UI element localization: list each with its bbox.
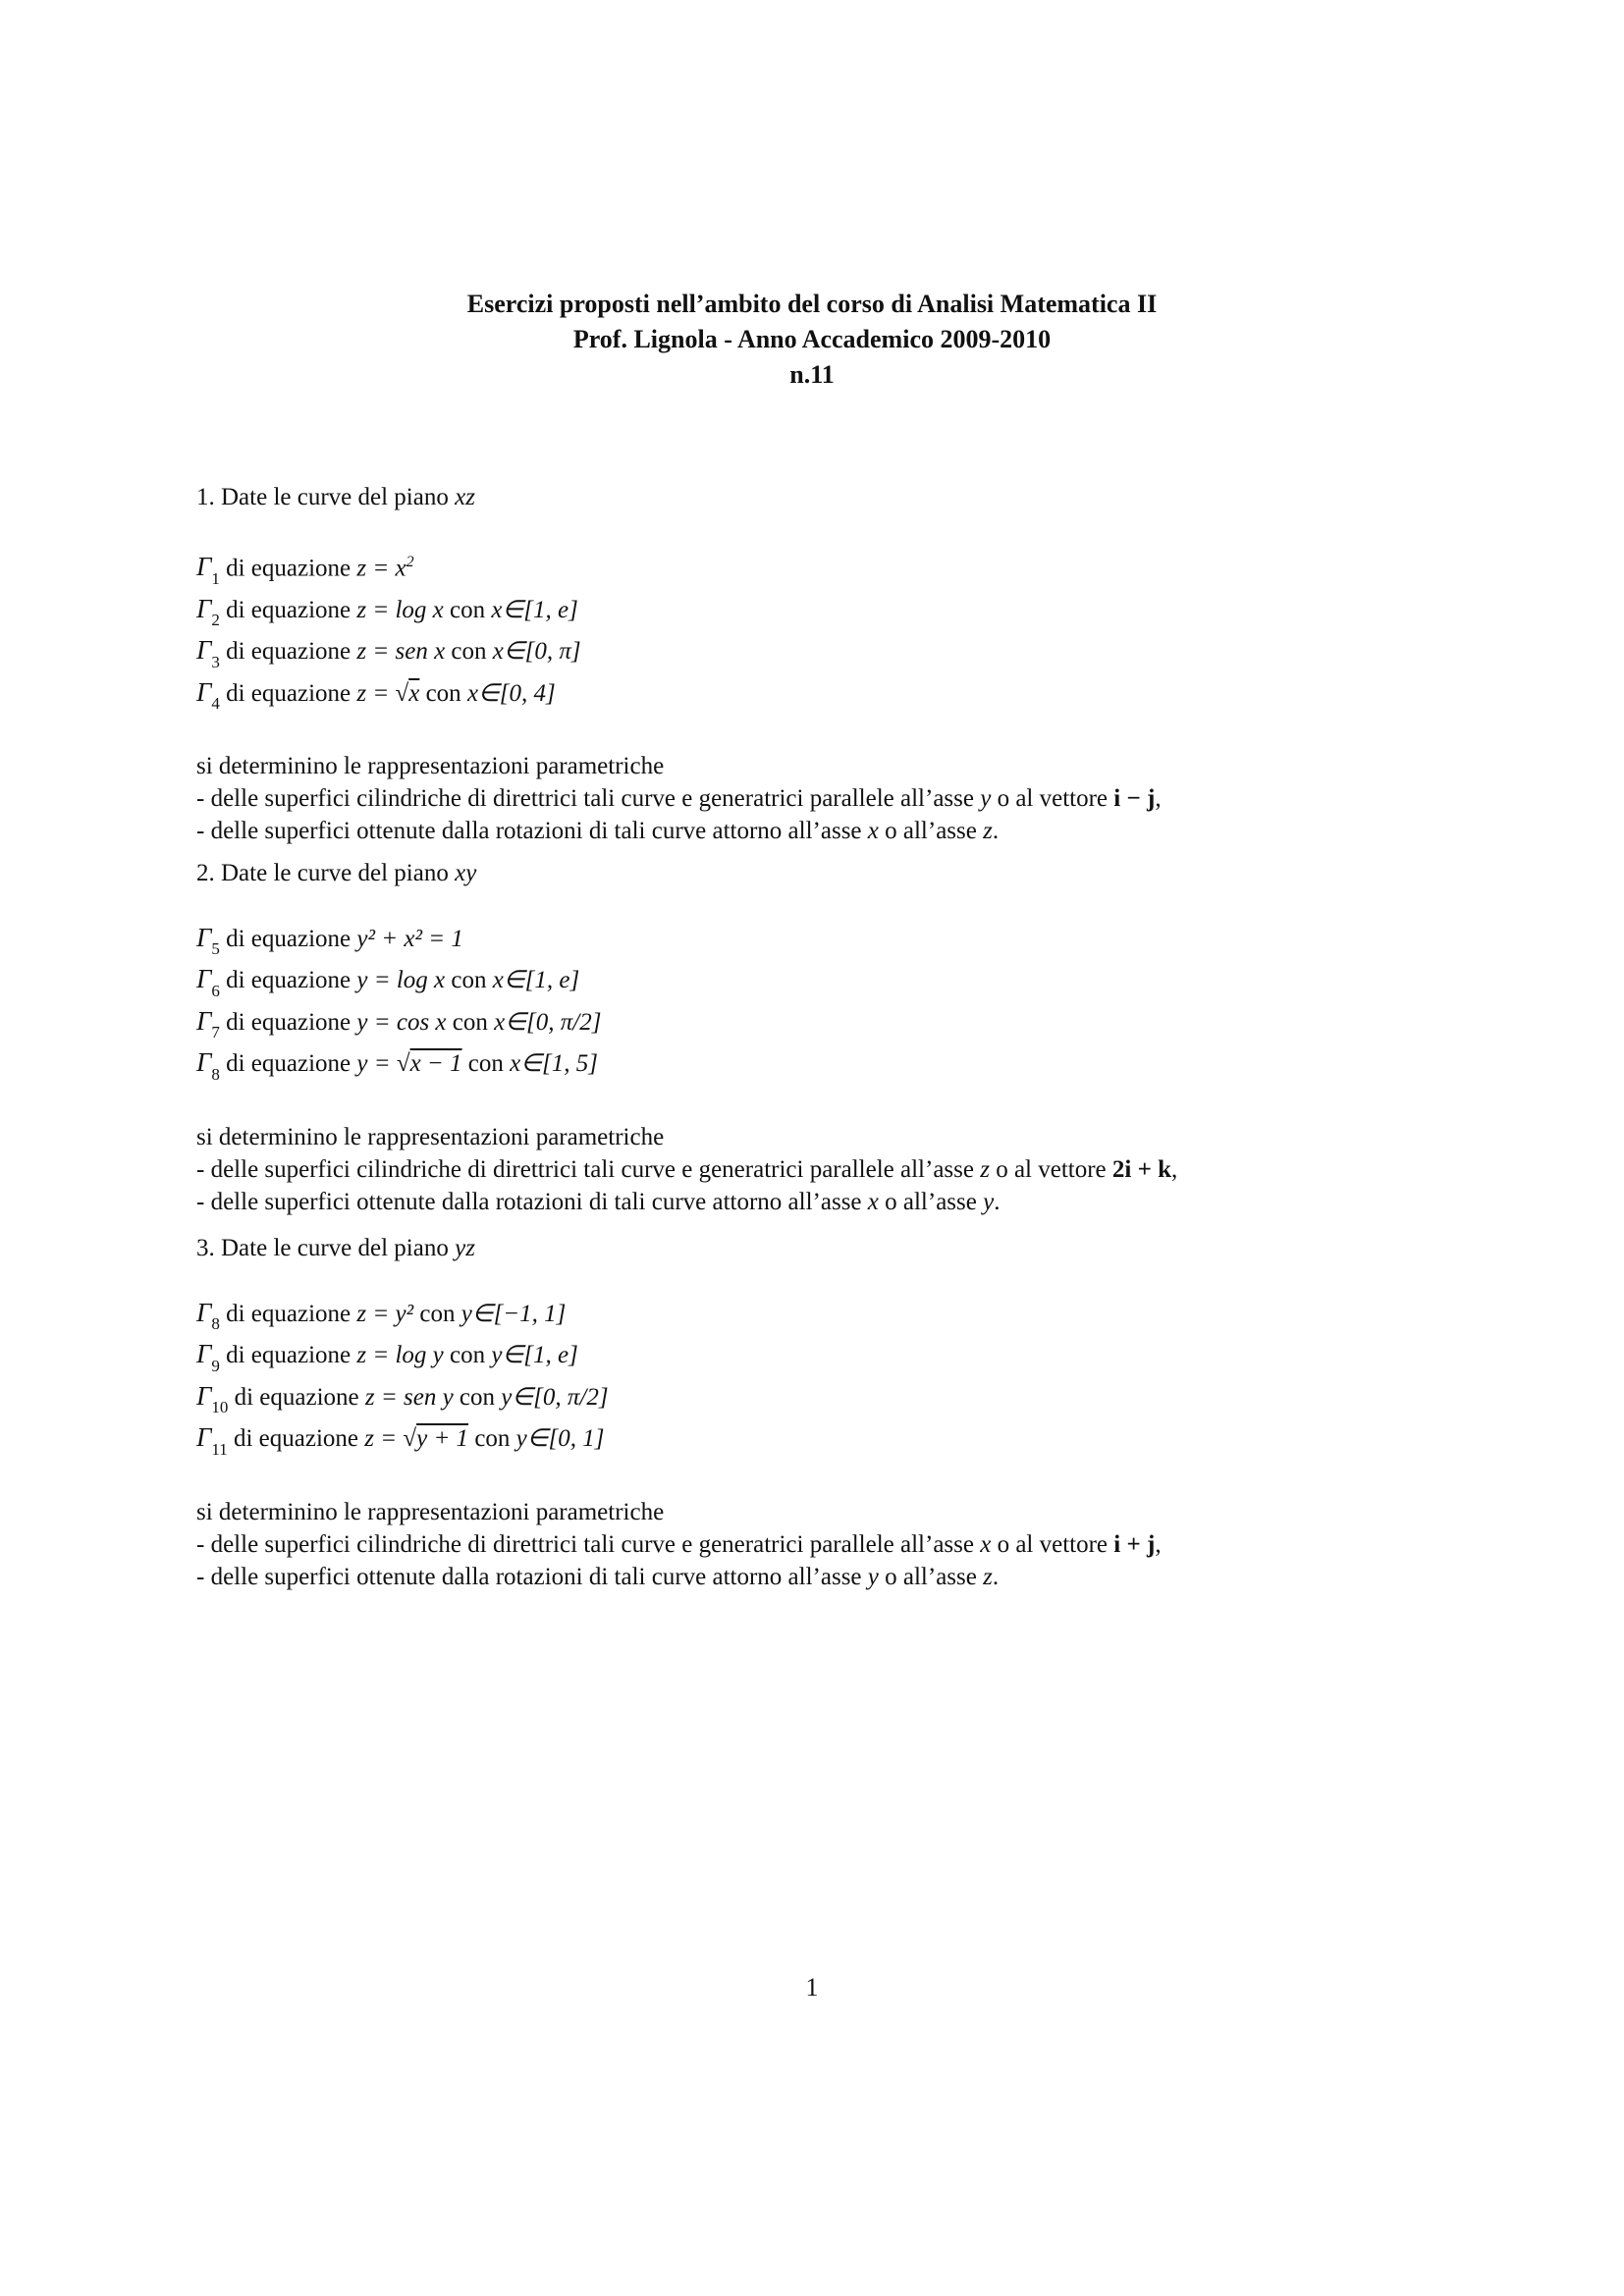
curve-gamma-10: $\Gamma_{10}$ di equazione z = sen y con y∈[0, π/2] xyxy=(196,1380,609,1417)
exercise-2 xyxy=(196,857,1424,1218)
exercise-1-cylindrical: - delle superfici cilindriche di direttrici tali curve e generatrici parallele all’asse y o al vettore i − j, xyxy=(196,784,1162,812)
exercise-2-rotation: - delle superfici ottenute dalla rotazioni di tali curve attorno all’asse x o all’asse y. xyxy=(196,1188,1001,1215)
exercise-2-task: si determinino le rappresentazioni parametriche xyxy=(196,1123,665,1150)
header-professor-year: Prof. Lignola - Anno Accademico 2009-2010 xyxy=(572,325,1052,353)
curve-gamma-9: $\Gamma_9$ di equazione z = log y con y∈[1, e] xyxy=(196,1339,578,1375)
curve-gamma-8b: $\Gamma_8$ di equazione z = y² con y∈[−1, 1] xyxy=(196,1298,567,1334)
exercise-1-task: si determinino le rappresentazioni parametriche xyxy=(196,752,665,779)
curve-gamma-5: $\Gamma_5$ di equazione y² + x² = 1 xyxy=(196,923,463,959)
exercise-3-cylindrical: - delle superfici cilindriche di direttrici tali curve e generatrici parallele all’asse x o al vettore i + j, xyxy=(196,1530,1162,1558)
curve-gamma-1: $\Gamma_1$ di equazione $z = x^2$ xyxy=(196,552,414,588)
exercise-1 xyxy=(196,481,1424,847)
exercise-3 xyxy=(196,1232,1424,1593)
curve-gamma-11: $\Gamma_{11}$ di equazione z = √y + 1 con y∈[0, 1] xyxy=(196,1422,605,1459)
curve-gamma-3: $\Gamma_3$ di equazione z = sen x con x∈[0, π] xyxy=(196,635,581,671)
exercise-1-intro: 1. Date le curve del piano xz xyxy=(196,484,475,510)
exercise-1-rotation: - delle superfici ottenute dalla rotazioni di tali curve attorno all’asse x o all’asse z. xyxy=(196,817,1000,844)
exercise-2-intro: 2. Date le curve del piano xy xyxy=(196,860,477,886)
header-sheet-number: n.11 xyxy=(789,360,835,389)
header-title: Esercizi proposti nell’ambito del corso di Analisi Matematica II xyxy=(466,290,1158,318)
exercise-3-intro: 3. Date le curve del piano yz xyxy=(196,1235,475,1261)
curve-gamma-6: $\Gamma_6$ di equazione y = log x con x∈[1, e] xyxy=(196,964,580,1000)
exercise-2-cylindrical: - delle superfici cilindriche di direttrici tali curve e generatrici parallele all’asse z o al vettore 2i + k, xyxy=(196,1155,1178,1183)
exercise-3-rotation: - delle superfici ottenute dalla rotazioni di tali curve attorno all’asse y o all’asse z. xyxy=(196,1563,1000,1590)
curve-gamma-8: $\Gamma_8$ di equazione y = √x − 1 con x∈[1, 5] xyxy=(196,1047,598,1084)
document-header xyxy=(0,287,1624,393)
curve-gamma-7: $\Gamma_7$ di equazione y = cos x con x∈[0, π/2] xyxy=(196,1005,602,1042)
page-number: 1 xyxy=(805,1973,819,2002)
curve-gamma-4: $\Gamma_4$ di equazione z = √x con x∈[0, 4] xyxy=(196,676,556,713)
curve-gamma-2: $\Gamma_2$ di equazione z = log x con x∈[1, e] xyxy=(196,593,578,630)
exercise-3-task: si determinino le rappresentazioni parametriche xyxy=(196,1498,665,1525)
